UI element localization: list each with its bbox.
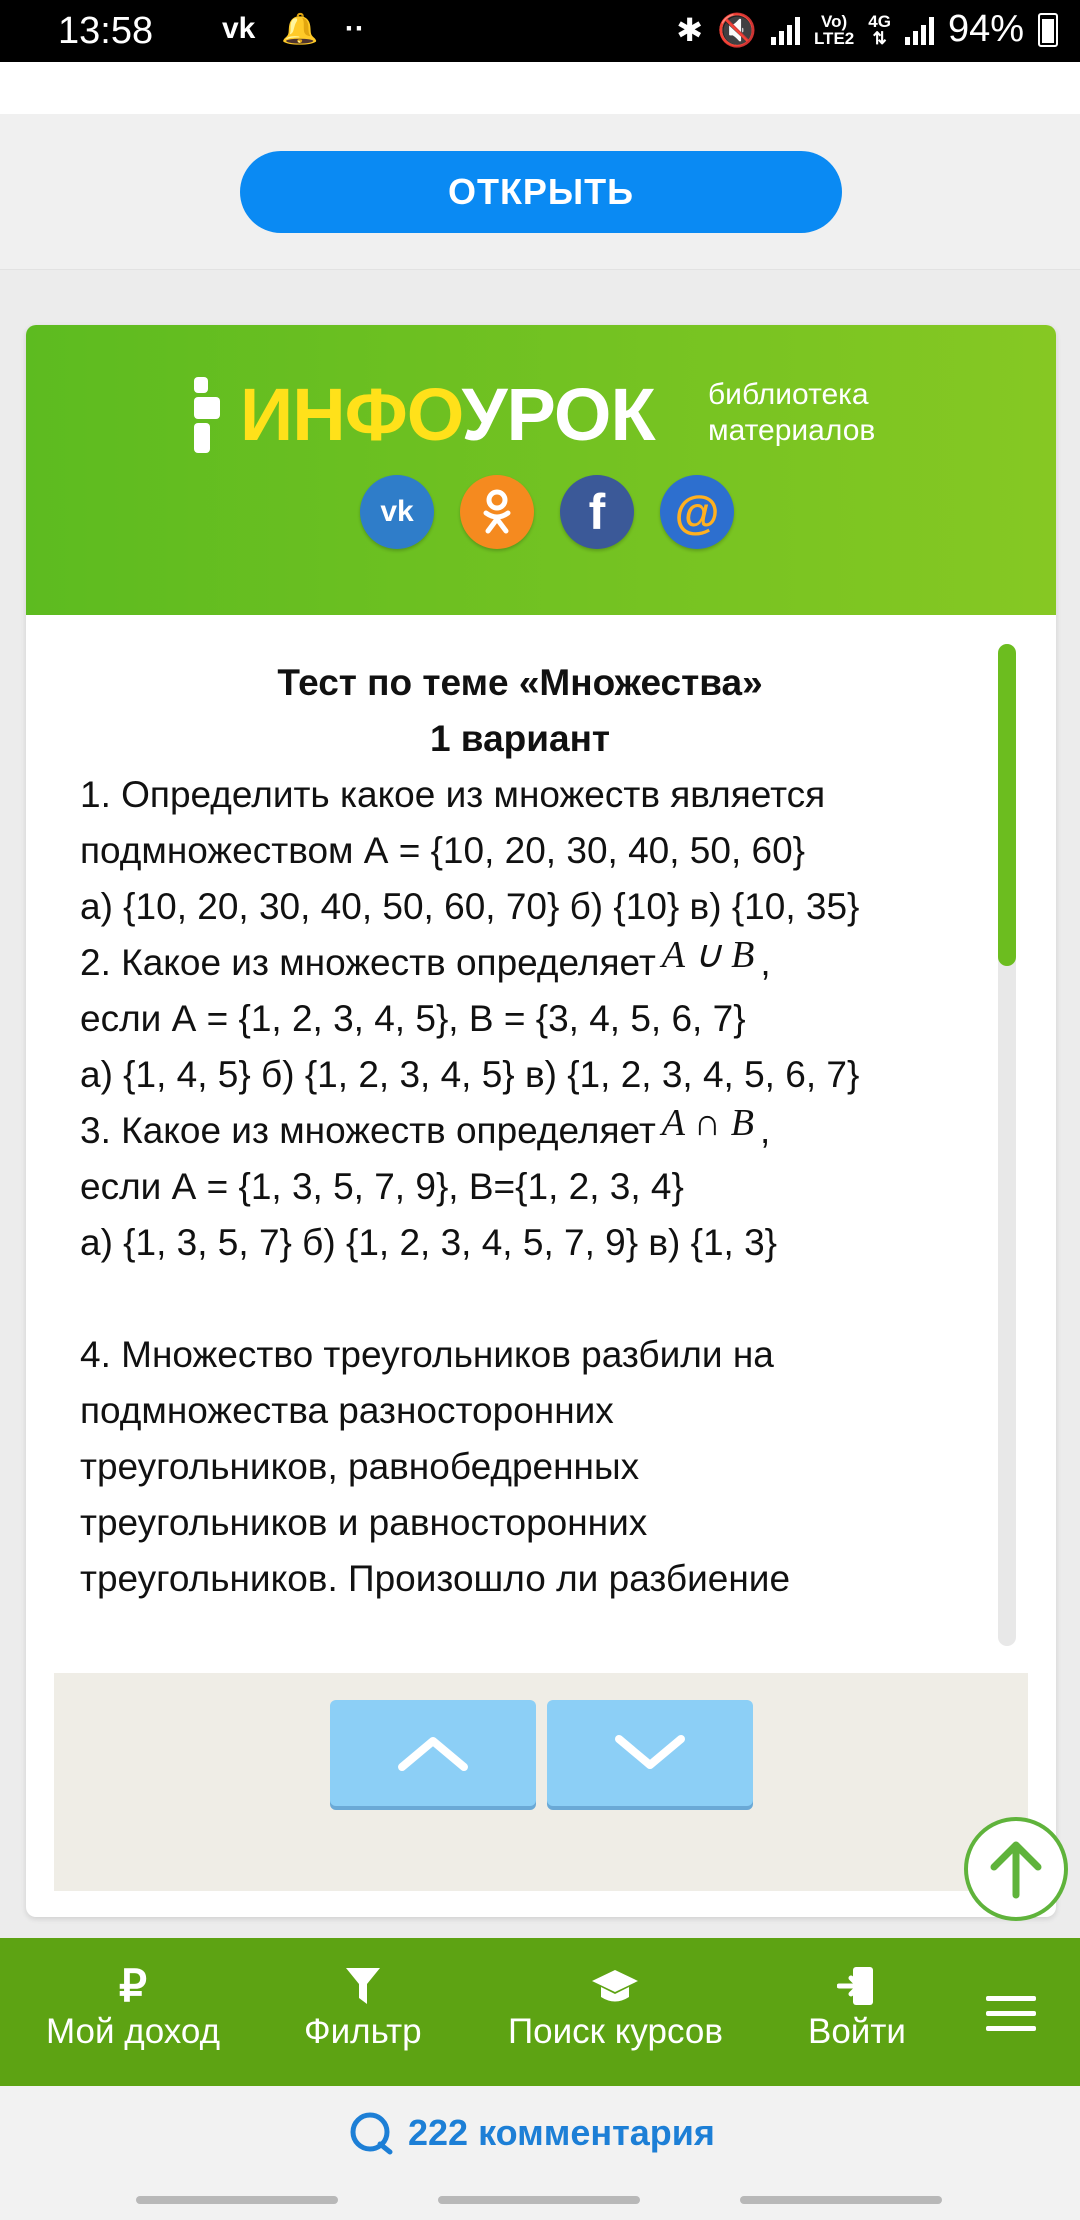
question-1: 1. Определить какое из множеств является bbox=[80, 774, 826, 815]
infourok-logo-icon bbox=[194, 377, 220, 453]
social-links bbox=[360, 475, 734, 549]
vk-icon: vk bbox=[222, 12, 256, 45]
document-content bbox=[80, 655, 960, 1607]
signal-icon-2 bbox=[905, 15, 934, 45]
status-left-icons bbox=[222, 12, 365, 47]
chevron-down-icon bbox=[613, 1733, 687, 1773]
question-2-line-2: если А = {1, 2, 3, 4, 5}, В = {3, 4, 5, 6, 7} bbox=[80, 998, 746, 1039]
question-3: 3. Какое из множеств определяет A ∩ B , bbox=[80, 1102, 771, 1151]
page-up-button[interactable] bbox=[330, 1700, 536, 1806]
comments-link[interactable]: 222 комментария bbox=[348, 2110, 715, 2156]
gesture-bar-left bbox=[136, 2196, 338, 2204]
comment-bubble-icon bbox=[348, 2110, 394, 2156]
arrow-up-icon bbox=[986, 1837, 1046, 1901]
nav-my-income[interactable]: ₽ Мой доход bbox=[46, 1961, 221, 2051]
document-variant: 1 вариант bbox=[429, 718, 611, 759]
nav-filter[interactable]: Фильтр bbox=[304, 1960, 422, 2052]
document-title: Тест по теме «Множества» bbox=[277, 662, 763, 703]
battery-icon bbox=[1038, 13, 1058, 47]
filter-icon bbox=[304, 1960, 422, 2012]
intersection-formula: A ∩ B bbox=[661, 1102, 754, 1144]
infourok-logo[interactable]: ИНФОУРОК bbox=[240, 373, 655, 456]
union-formula: A ∪ B bbox=[661, 934, 755, 976]
question-3-answers: а) {1, 3, 5, 7} б) {1, 2, 3, 4, 5, 7, 9} в) {1, 3} bbox=[80, 1222, 778, 1263]
document-scroll-thumb[interactable] bbox=[998, 644, 1016, 966]
question-2: 2. Какое из множеств определяет A ∪ B , bbox=[80, 934, 771, 983]
bluetooth-icon: ✱ bbox=[676, 11, 704, 48]
network-gen-label: 4G ⇅ bbox=[868, 11, 891, 48]
menu-icon[interactable] bbox=[986, 1996, 1036, 2041]
document-viewer[interactable] bbox=[54, 615, 1028, 1672]
top-white-strip bbox=[0, 62, 1080, 114]
page-nav-panel bbox=[54, 1673, 1028, 1891]
logo-subtitle: библиотека материалов bbox=[708, 378, 876, 447]
question-3-line-2: если А = {1, 3, 5, 7, 9}, В={1, 2, 3, 4} bbox=[80, 1166, 684, 1207]
open-button[interactable]: ОТКРЫТЬ bbox=[240, 151, 842, 233]
mail-share-icon[interactable]: @ bbox=[660, 475, 734, 549]
alarm-icon: 🔔 bbox=[281, 13, 319, 46]
gesture-bar-right bbox=[740, 2196, 942, 2204]
signal-icon bbox=[771, 15, 800, 45]
facebook-share-icon[interactable]: f bbox=[560, 475, 634, 549]
battery-percent: 94% bbox=[947, 8, 1024, 50]
volte-label: Vo) LTE2 bbox=[813, 11, 855, 48]
question-4: 4. Множество треугольников разбили на bbox=[80, 1334, 774, 1375]
page-down-button[interactable] bbox=[547, 1700, 753, 1806]
nav-course-search[interactable]: Поиск курсов bbox=[508, 1960, 723, 2052]
chevron-up-icon bbox=[396, 1733, 470, 1773]
login-icon bbox=[808, 1960, 906, 2012]
vk-share-icon[interactable]: vk bbox=[360, 475, 434, 549]
gesture-bar-center bbox=[438, 2196, 640, 2204]
question-4-line-4: треугольников и равносторонних bbox=[80, 1502, 648, 1543]
question-1-answers: а) {10, 20, 30, 40, 50, 60, 70} б) {10} в) {10, 35} bbox=[80, 886, 860, 927]
question-1-line-2: подмножеством А = {10, 20, 30, 40, 50, 60} bbox=[80, 830, 806, 871]
scroll-to-top-button[interactable] bbox=[964, 1817, 1068, 1921]
odnoklassniki-share-icon[interactable] bbox=[460, 475, 534, 549]
question-4-line-5: треугольников. Произошло ли разбиение bbox=[80, 1558, 791, 1599]
status-time: 13:58 bbox=[58, 10, 154, 52]
question-4-line-3: треугольников, равнобедренных bbox=[80, 1446, 640, 1487]
status-bar bbox=[0, 0, 1080, 62]
ruble-icon: ₽ bbox=[119, 1961, 147, 2011]
graduation-cap-icon bbox=[508, 1960, 723, 2012]
mute-icon: 🔇 bbox=[717, 11, 757, 48]
question-4-line-2: подмножества разносторонних bbox=[80, 1390, 614, 1431]
bottom-nav bbox=[0, 1938, 1080, 2086]
nav-login[interactable]: Войти bbox=[808, 1960, 906, 2052]
question-2-answers: а) {1, 4, 5} б) {1, 2, 3, 4, 5} в) {1, 2, 3, 4, 5, 6, 7} bbox=[80, 1054, 860, 1095]
more-dots-icon: ·· bbox=[344, 12, 365, 45]
infourok-banner bbox=[26, 325, 1056, 615]
status-right-icons bbox=[676, 8, 1058, 51]
